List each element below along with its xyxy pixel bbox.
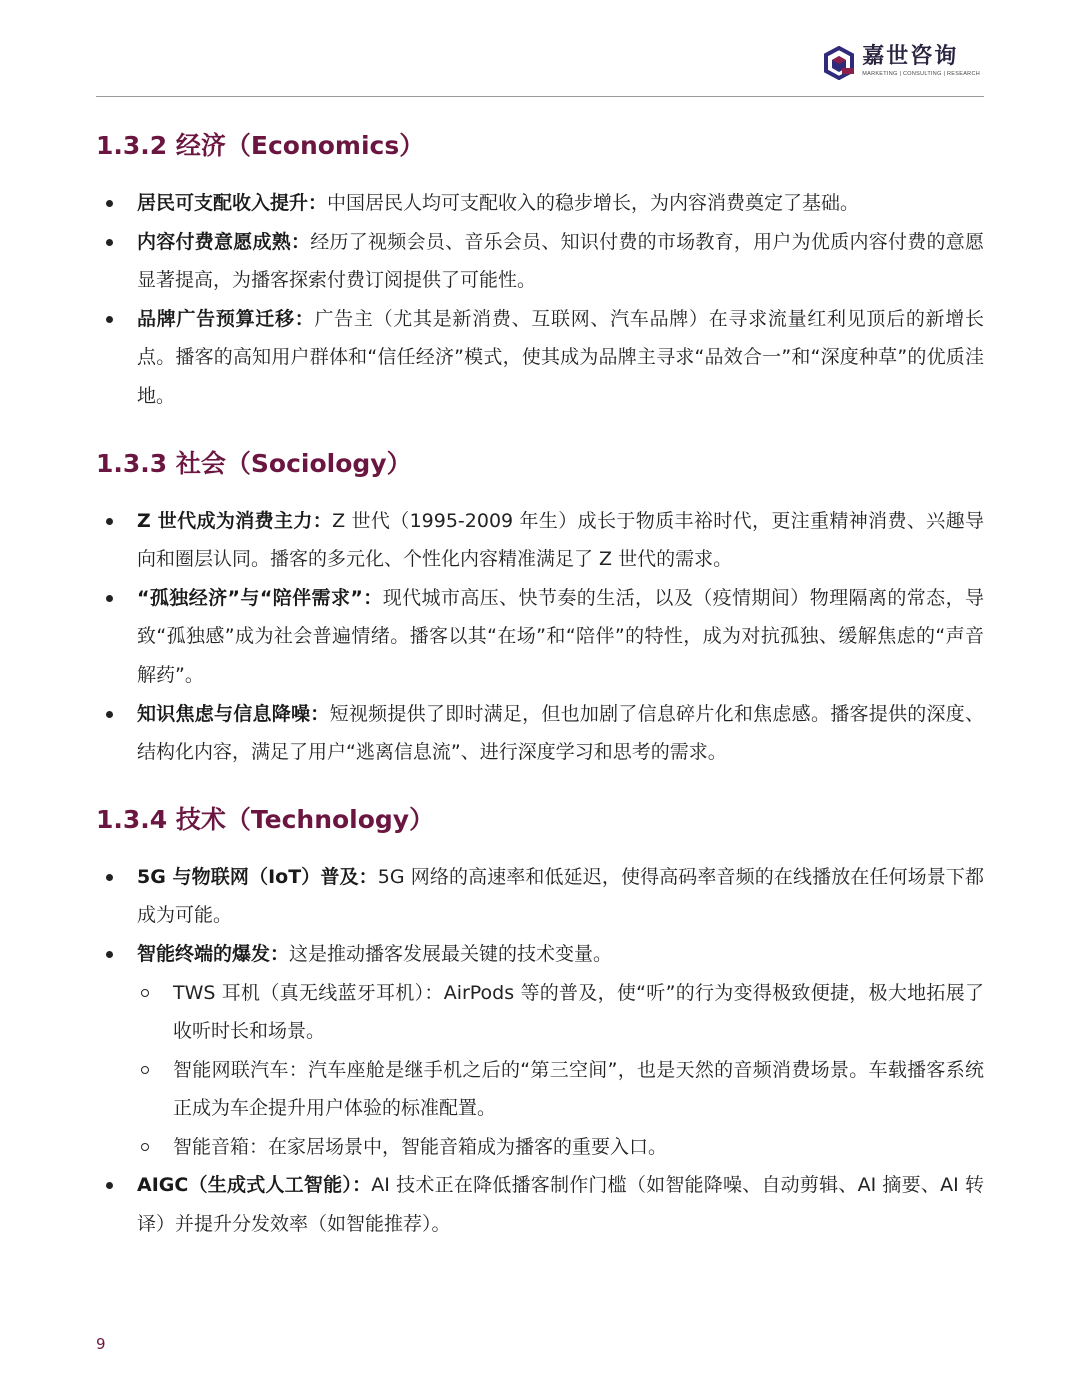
- technology-list: [96, 858, 984, 1244]
- list-item: [96, 184, 984, 223]
- list-item: [96, 695, 984, 772]
- section-title-sociology: 1.3.3 社会（Sociology）: [96, 448, 412, 478]
- item-term: 智能终端的爆发：: [137, 942, 290, 965]
- section-technology: [96, 802, 984, 1244]
- list-item: [96, 579, 984, 695]
- page-number: 9: [96, 1335, 106, 1353]
- item-term: 知识焦虑与信息降噪：: [137, 702, 330, 725]
- smart-devices-sublist: [137, 974, 984, 1167]
- sub-list-item: TWS 耳机（真无线蓝牙耳机）：AirPods 等的普及，使“听”的行为变得极致便捷，极大地拓展了收听时长和场景。: [137, 974, 984, 1051]
- brand-logo-icon: [822, 46, 856, 80]
- sub-list-item: 智能网联汽车：汽车座舱是继手机之后的“第三空间”，也是天然的音频消费场景。车载播客系统正成为车企提升用户体验的标准配置。: [137, 1051, 984, 1128]
- item-text: 5G 网络的高速率和低延迟，使得高码率音频的在线播放在任何场景下都成为可能。: [137, 865, 985, 927]
- list-item: [96, 300, 984, 416]
- item-term: Z 世代成为消费主力：: [137, 509, 333, 532]
- item-text: 短视频提供了即时满足，但也加剧了信息碎片化和焦虑感。播客提供的深度、结构化内容，满足了用户“逃离信息流”、进行深度学习和思考的需求。: [137, 702, 984, 764]
- item-term: 内容付费意愿成熟：: [137, 230, 311, 253]
- economics-list: [96, 184, 984, 416]
- section-title-technology: 1.3.4 技术（Technology）: [96, 804, 435, 834]
- item-text: 经历了视频会员、音乐会员、知识付费的市场教育，用户为优质内容付费的意愿显著提高，为播客探索付费订阅提供了可能性。: [137, 230, 984, 292]
- list-item: [96, 502, 984, 579]
- sociology-list: [96, 502, 984, 772]
- brand: [822, 44, 980, 80]
- list-item: [96, 223, 984, 300]
- page-header: [96, 0, 984, 97]
- list-item: [96, 858, 984, 935]
- item-text: 广告主（尤其是新消费、互联网、汽车品牌）在寻求流量红利见顶后的新增长点。播客的高知用户群体和“信任经济”模式，使其成为品牌主寻求“品效合一”和“深度种草”的优质洼地。: [137, 307, 984, 407]
- item-text: Z 世代（1995-2009 年生）成长于物质丰裕时代，更注重精神消费、兴趣导向和圈层认同。播客的多元化、个性化内容精准满足了 Z 世代的需求。: [137, 509, 984, 571]
- item-text: AI 技术正在降低播客制作门槛（如智能降噪、自动剪辑、AI 摘要、AI 转译）并提升分发效率（如智能推荐）。: [137, 1174, 984, 1236]
- list-item: [96, 1166, 984, 1243]
- section-sociology: [96, 446, 984, 772]
- brand-name: 嘉世咨询: [862, 44, 959, 69]
- item-text: 中国居民人均可支配收入的稳步增长，为内容消费奠定了基础。: [327, 192, 860, 214]
- section-title-economics: 1.3.2 经济（Economics）: [96, 131, 425, 160]
- item-term: 5G 与物联网（IoT）普及：: [137, 865, 378, 888]
- brand-text: [862, 44, 980, 79]
- brand-tagline: MARKETING | CONSULTING | RESEARCH: [862, 71, 980, 77]
- item-term: “孤独经济”与“陪伴需求”：: [137, 586, 383, 609]
- item-text: 现代城市高压、快节奏的生活，以及（疫情期间）物理隔离的常态，导致“孤独感”成为社会普遍情绪。播客以其“在场”和“陪伴”的特性，成为对抗孤独、缓解焦虑的“声音解药”。: [137, 586, 984, 686]
- item-text: 这是推动播客发展最关键的技术变量。: [289, 942, 613, 965]
- sub-list-item: 智能音箱：在家居场景中，智能音箱成为播客的重要入口。: [137, 1128, 984, 1167]
- item-term: AIGC（生成式人工智能）：: [137, 1174, 372, 1197]
- item-term: 品牌广告预算迁移：: [137, 307, 315, 330]
- page-content: [96, 128, 984, 1244]
- item-term: 居民可支配收入提升：: [137, 192, 328, 214]
- section-economics: [96, 128, 984, 416]
- list-item: [96, 935, 984, 1167]
